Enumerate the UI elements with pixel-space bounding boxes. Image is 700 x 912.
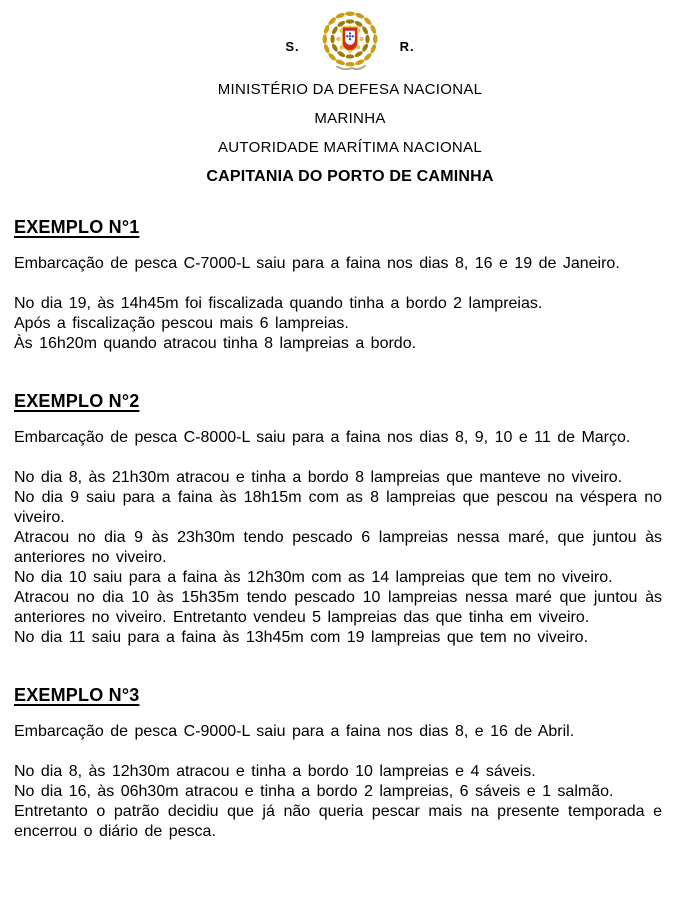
detail-line: Atracou no dia 10 às 15h35m tendo pescado 10 lampreias nessa maré que juntou às anteriores no viveiro. Entretanto vendeu 5 lampreias das que tinha em viveiro. <box>14 589 662 626</box>
example-2-intro: Embarcação de pesca C-8000-L saiu para a faina nos dias 8, 9, 10 e 11 de Março. <box>14 429 631 446</box>
example-3-intro: Embarcação de pesca C-9000-L saiu para a faina nos dias 8, e 16 de Abril. <box>14 723 575 740</box>
detail-line: Entretanto o patrão decidiu que já não queria pescar mais na presente temporada e encerrou o diário de pesca. <box>14 803 662 840</box>
example-2-details <box>14 468 662 648</box>
ministry-title: MINISTÉRIO DA DEFESA NACIONAL <box>217 81 483 98</box>
detail-line: Após a fiscalização pescou mais 6 lampreias. <box>14 315 349 332</box>
detail-line: No dia 16, às 06h30m atracou e tinha a bordo 2 lampreias, 6 sáveis e 1 salmão. <box>14 783 614 800</box>
example-1-details <box>14 294 662 354</box>
example-1-heading: EXEMPLO N°1 <box>14 217 140 237</box>
servico-initial-r: R. <box>399 38 415 54</box>
detail-line: No dia 10 saiu para a faina às 12h30m com as 14 lampreias que tem no viveiro. <box>14 569 613 586</box>
example-2-section <box>14 390 662 648</box>
portugal-coat-of-arms-icon <box>313 6 387 72</box>
servico-initial-s: S. <box>285 38 300 54</box>
example-2-heading: EXEMPLO N°2 <box>14 391 140 411</box>
detail-line: No dia 9 saiu para a faina às 18h15m com as 8 lampreias que pescou na véspera no viveiro. <box>14 489 662 526</box>
maritime-authority-title: AUTORIDADE MARÍTIMA NACIONAL <box>218 139 482 156</box>
example-1-intro: Embarcação de pesca C-7000-L saiu para a faina nos dias 8, 16 e 19 de Janeiro. <box>14 255 620 272</box>
detail-line: Atracou no dia 9 às 23h30m tendo pescado 6 lampreias nessa maré, que juntou às anteriores no viveiro. <box>14 529 662 566</box>
detail-line: No dia 11 saiu para a faina às 13h45m com 19 lampreias que tem no viveiro. <box>14 629 589 646</box>
example-3-details <box>14 762 662 842</box>
document-header <box>14 6 686 186</box>
detail-line: Às 16h20m quando atracou tinha 8 lampreias a bordo. <box>14 335 417 352</box>
detail-line: No dia 8, às 21h30m atracou e tinha a bordo 8 lampreias que manteve no viveiro. <box>14 469 623 486</box>
example-1-section <box>14 216 662 354</box>
example-3-section <box>14 684 662 842</box>
detail-line: No dia 8, às 12h30m atracou e tinha a bordo 10 lampreias e 4 sáveis. <box>14 763 536 780</box>
captaincy-title: CAPITANIA DO PORTO DE CAMINHA <box>206 168 494 185</box>
navy-title: MARINHA <box>314 110 386 127</box>
detail-line: No dia 19, às 14h45m foi fiscalizada quando tinha a bordo 2 lampreias. <box>14 295 543 312</box>
example-3-heading: EXEMPLO N°3 <box>14 685 140 705</box>
emblem-row <box>14 6 686 72</box>
